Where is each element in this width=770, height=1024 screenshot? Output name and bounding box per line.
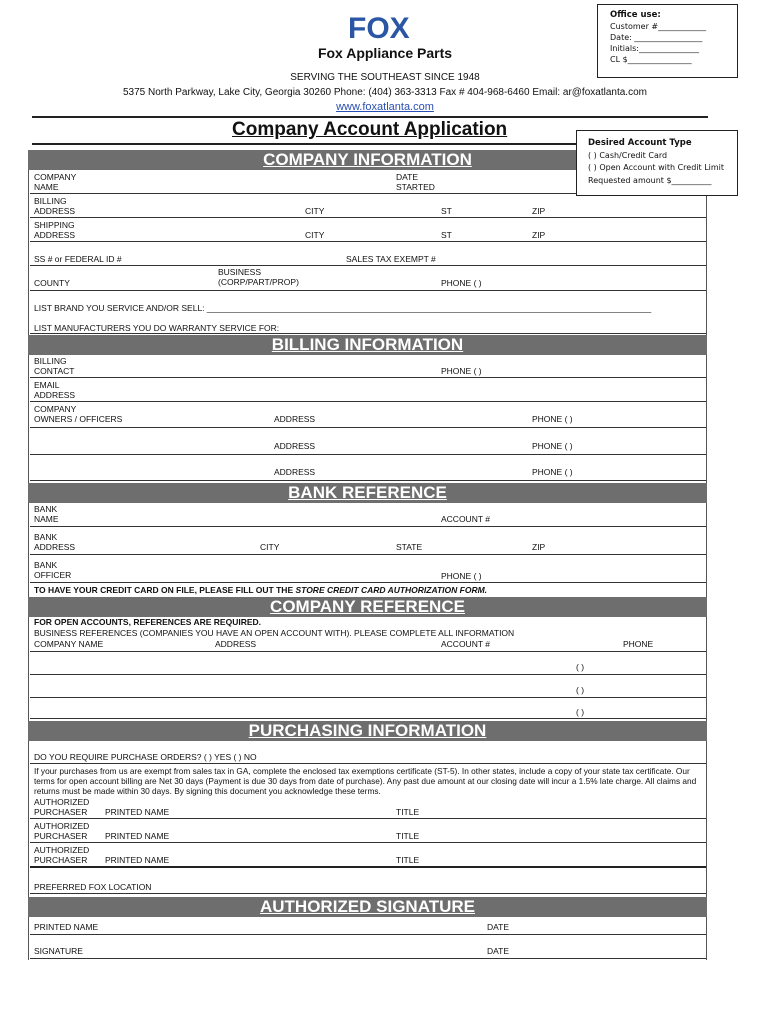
bank-state-label: STATE [396, 542, 423, 552]
purchaser1-line[interactable] [30, 818, 706, 819]
purchaser2-label: AUTHORIZED PURCHASER [34, 821, 90, 841]
references-required: FOR OPEN ACCOUNTS, REFERENCES ARE REQUIRED. [34, 617, 262, 627]
section-billing-information: BILLING INFORMATION [28, 335, 707, 355]
form-title: Company Account Application [232, 119, 508, 140]
header-divider [32, 116, 708, 118]
billing-contact-label: BILLING CONTACT [34, 356, 75, 376]
office-cl: CL $________________ [610, 55, 692, 64]
fox-logo [347, 12, 423, 47]
purchaser3-label: AUTHORIZED PURCHASER [34, 845, 90, 865]
col-account: ACCOUNT # [441, 639, 490, 649]
preferred-location-line[interactable] [30, 893, 706, 894]
company-title: Fox Appliance Parts [317, 45, 453, 61]
col-company-name: COMPANY NAME [34, 639, 104, 649]
owner1-phone-label: PHONE ( ) [532, 414, 573, 424]
col-address: ADDRESS [215, 639, 257, 649]
bank-officer-label: BANK OFFICER [34, 560, 72, 580]
office-initials: Initials:_______________ [610, 44, 699, 53]
website-link[interactable]: www.foxatlanta.com [336, 101, 434, 113]
billing-phone-label: PHONE ( ) [441, 366, 482, 376]
purchaser3-title: TITLE [396, 855, 420, 865]
company-name-line[interactable] [30, 193, 576, 194]
business-type-label: BUSINESS (CORP/PART/PROP) [218, 267, 299, 287]
federal-id-label: SS # or FEDERAL ID # [34, 254, 122, 264]
desired-account-type-box [576, 130, 738, 196]
county-line[interactable] [30, 290, 706, 291]
bank-city-label: CITY [260, 542, 280, 552]
signature-line[interactable] [30, 958, 706, 959]
billing-city-label: CITY [305, 206, 325, 216]
bank-address-line[interactable] [30, 554, 706, 555]
signature-date-1: DATE [487, 922, 510, 932]
owners-label: COMPANY OWNERS / OFFICERS [34, 404, 123, 424]
reference3-phone: ( ) [576, 707, 585, 717]
owner2-line[interactable] [30, 454, 706, 455]
owner2-address-label: ADDRESS [274, 441, 316, 451]
warranty-line[interactable] [30, 333, 706, 334]
desired-option-cash[interactable]: ( ) Cash/Credit Card [588, 150, 668, 160]
office-date: Date: _________________ [610, 33, 703, 42]
purchaser3-line[interactable] [30, 866, 706, 868]
reference1-line[interactable] [30, 674, 706, 675]
purchaser1-title: TITLE [396, 807, 420, 817]
billing-contact-line[interactable] [30, 377, 706, 378]
section-purchasing-information: PURCHASING INFORMATION [28, 721, 707, 741]
bank-address-label: BANK ADDRESS [34, 532, 76, 552]
reference2-line[interactable] [30, 697, 706, 698]
owner2-phone-label: PHONE ( ) [532, 441, 573, 451]
reference3-line[interactable] [30, 718, 706, 719]
form-right-border [706, 196, 707, 960]
office-use-box [597, 4, 738, 78]
owner3-line[interactable] [30, 480, 706, 481]
section-company-reference: COMPANY REFERENCE [28, 597, 707, 617]
owner1-line[interactable] [30, 427, 706, 428]
desired-option-open[interactable]: ( ) Open Account with Credit Limit [588, 163, 725, 172]
po-line [30, 763, 706, 764]
printed-name-line[interactable] [30, 934, 706, 935]
po-question[interactable]: DO YOU REQUIRE PURCHASE ORDERS? ( ) YES ( ) NO [34, 752, 257, 762]
company-name-label: COMPANY NAME [34, 172, 77, 192]
owner1-address-label: ADDRESS [274, 414, 316, 424]
county-label: COUNTY [34, 278, 70, 288]
col-phone: PHONE [623, 639, 654, 649]
credit-card-note: TO HAVE YOUR CREDIT CARD ON FILE, PLEASE FILL OUT THE STORE CREDIT CARD AUTHORIZATION FORM. [34, 585, 488, 595]
section-company-information: COMPANY INFORMATION [28, 150, 707, 170]
purchaser2-line[interactable] [30, 842, 706, 843]
desired-title: Desired Account Type [588, 138, 692, 148]
bank-account-label: ACCOUNT # [441, 514, 490, 524]
form-left-border [28, 150, 29, 960]
bank-phone-label: PHONE ( ) [441, 571, 482, 581]
shipping-st-label: ST [441, 230, 452, 240]
bank-name-line[interactable] [30, 526, 706, 527]
bank-officer-line[interactable] [30, 582, 706, 583]
purchaser3-printed: PRINTED NAME [105, 855, 170, 865]
purchaser1-label: AUTHORIZED PURCHASER [34, 797, 90, 817]
purchaser2-title: TITLE [396, 831, 420, 841]
owner3-address-label: ADDRESS [274, 467, 316, 477]
signature-date-2: DATE [487, 946, 510, 956]
billing-st-label: ST [441, 206, 452, 216]
brand-label[interactable]: LIST BRAND YOU SERVICE AND/OR SELL: ______________________________________________________________________________________________ [34, 303, 652, 313]
tagline: SERVING THE SOUTHEAST SINCE 1948 [290, 72, 480, 83]
preferred-location-label: PREFERRED FOX LOCATION [34, 882, 152, 892]
bank-name-label: BANK NAME [34, 504, 59, 524]
signature-printed-name: PRINTED NAME [34, 922, 99, 932]
warranty-label: LIST MANUFACTURERS YOU DO WARRANTY SERVICE FOR: [34, 323, 280, 333]
office-use-title: Office use: [610, 10, 661, 20]
references-instructions: BUSINESS REFERENCES (COMPANIES YOU HAVE AN OPEN ACCOUNT WITH). PLEASE COMPLETE ALL INFORMATION [34, 628, 515, 638]
terms-text: If your purchases from us are exempt from sales tax in GA, complete the enclosed tax exemptions certificate (ST-5). In other states, include a copy of your state tax certificate. Our terms for open account billing are Net 30 days (Payment is due 30 days from date of purchase). Any past due amount at our closing date will incur a 1.5% late charge. All claims and returns must be made within 30 days. By signing this document you acknowledge these terms. [34, 766, 697, 796]
shipping-address-line[interactable] [30, 241, 706, 242]
shipping-zip-label: ZIP [532, 230, 546, 240]
billing-address-label: BILLING ADDRESS [34, 196, 76, 216]
purchaser1-printed: PRINTED NAME [105, 807, 170, 817]
bank-zip-label: ZIP [532, 542, 546, 552]
reference-header-line [30, 651, 706, 652]
section-authorized-signature: AUTHORIZED SIGNATURE [28, 897, 707, 917]
date-started-label: DATE STARTED [396, 172, 435, 192]
shipping-address-label: SHIPPING ADDRESS [34, 220, 76, 240]
company-phone-label: PHONE ( ) [441, 278, 482, 288]
billing-address-line[interactable] [30, 217, 706, 218]
sales-tax-label: SALES TAX EXEMPT # [346, 254, 436, 264]
contact-line: 5375 North Parkway, Lake City, Georgia 30260 Phone: (404) 363-3313 Fax # 404-968-6460 Email: ar@foxatlanta.com [123, 87, 647, 98]
owner3-phone-label: PHONE ( ) [532, 467, 573, 477]
reference1-phone: ( ) [576, 662, 585, 672]
desired-amount[interactable]: Requested amount $__________ [588, 175, 712, 185]
email-line[interactable] [30, 401, 706, 402]
logo-text: FOX [348, 12, 410, 42]
purchaser2-printed: PRINTED NAME [105, 831, 170, 841]
signature-label: SIGNATURE [34, 946, 83, 956]
federal-id-line[interactable] [30, 265, 706, 266]
email-address-label: EMAIL ADDRESS [34, 380, 76, 400]
office-customer: Customer #____________ [610, 22, 707, 31]
section-bank-reference: BANK REFERENCE [28, 483, 707, 503]
reference2-phone: ( ) [576, 685, 585, 695]
shipping-city-label: CITY [305, 230, 325, 240]
billing-zip-label: ZIP [532, 206, 546, 216]
